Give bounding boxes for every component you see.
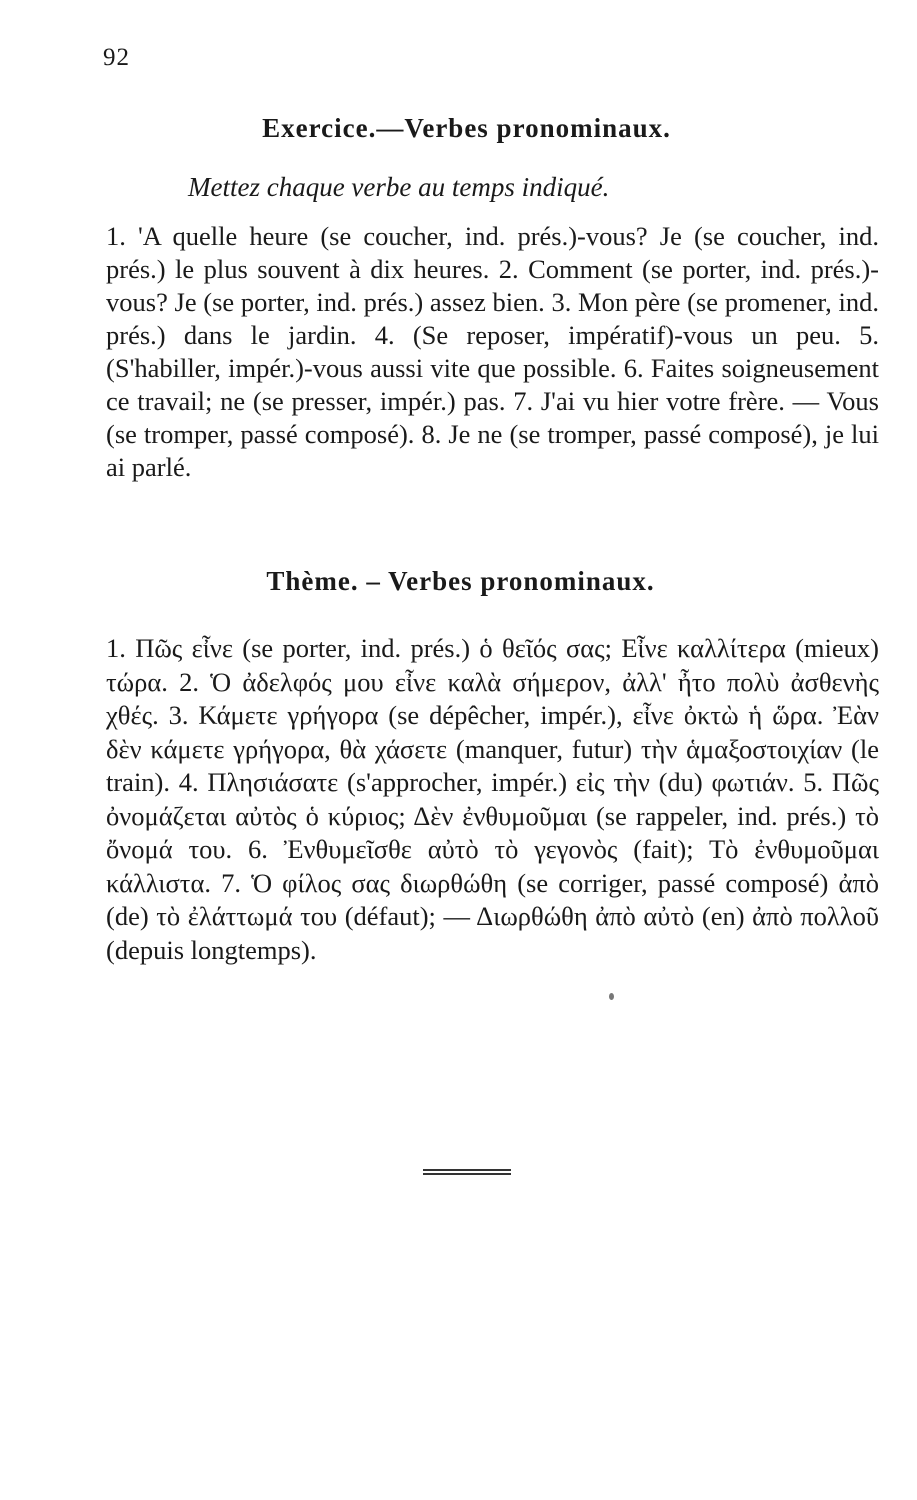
end-rule-top bbox=[423, 1169, 511, 1171]
exercise-instruction: Mettez chaque verbe au temps indiqué. bbox=[188, 172, 610, 202]
theme-text: 1. Πῶς εἶνε (se porter, ind. prés.) ὁ θεῖός σας; Εἶνε καλλίτερα (mieux) τώρα. 2. Ὁ ἀδελφός μου εἶνε καλὰ σήμερον, ἀλλ' ἦτο πολὺ ἀσθενὴς χθές. 3. Κάμετε γρήγορα (se dépêcher, impér.), εἶνε ὀκτὼ ἡ ὥρα. Ἐὰν δὲν κάμετε γρήγορα, θὰ χάσετε (manquer, futur) τὴν ἁμαξοστοιχίαν (le train). 4. Πλησιάσατε (s'approcher, impér.) εἰς τὴν (du) φωτιάν. 5. Πῶς ὀνομάζεται αὐτὸς ὁ κύριος; Δὲν ἐνθυμοῦμαι (se rappeler, ind. prés.) τὸ ὄνομά του. 6. Ἐνθυμεῖσθε αὐτὸ τὸ γεγονὸς (fait); Τὸ ἐνθυμοῦμαι κάλλιστα. 7. Ὁ φίλος σας διωρθώθη (se corriger, passé composé) ἀπὸ (de) τὸ ἐλάττωμά του (défaut); — Διωρθώθη ἀπὸ αὐτὸ (en) ἀπὸ πολλοῦ (depuis longtemps). bbox=[106, 633, 879, 965]
page-number: 92 bbox=[103, 44, 130, 71]
exercise-text: 1. 'A quelle heure (se coucher, ind. prés.)-vous? Je (se coucher, ind. prés.) le plus souvent à dix heures. 2. Comment (se porter, ind. prés.)-vous? Je (se porter, ind. prés.) assez bien. 3. Mon père (se promener, ind. prés.) dans le jardin. 4. (Se reposer, impératif)-vous un peu. 5. (S'habiller, impér.)-vous aussi vite que possible. 6. Faites soigneusement ce travail; ne (se presser, impér.) pas. 7. J'ai vu hier votre frère. — Vous (se tromper, passé composé). 8. Je ne (se tromper, passé composé), je lui ai parlé. bbox=[106, 221, 879, 482]
ink-speck bbox=[609, 993, 614, 1000]
end-rule-bottom bbox=[423, 1173, 511, 1175]
exercise-title: Exercice.—Verbes pronominaux. bbox=[262, 113, 671, 143]
theme-title: Thème. – Verbes pronominaux. bbox=[266, 566, 655, 596]
